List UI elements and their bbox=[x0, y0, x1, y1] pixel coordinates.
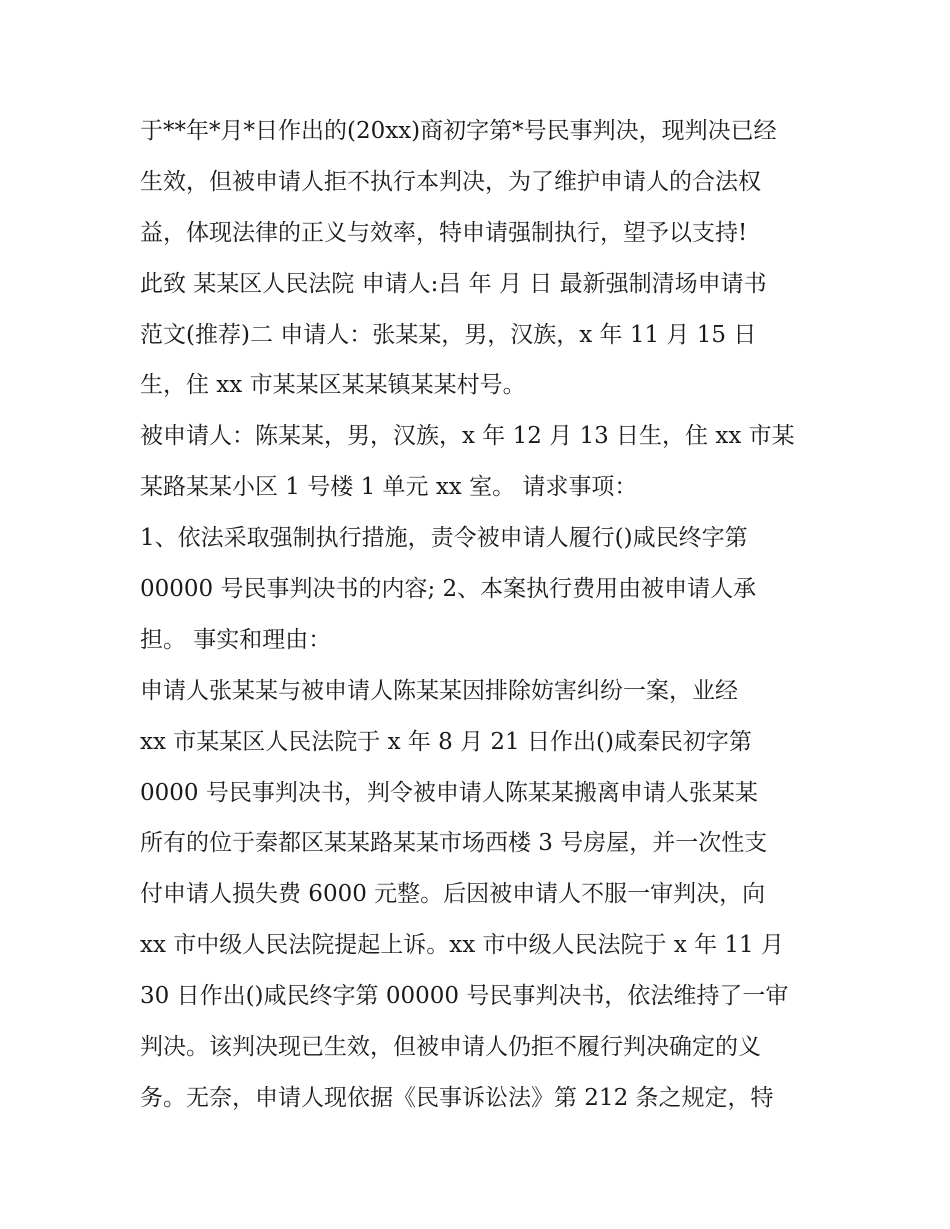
text-line: 申请人张某某与被申请人陈某某因排除妨害纠纷一案，业经 bbox=[140, 677, 738, 704]
text-line: 此致 某某区人民法院 申请人:吕 年 月 日 最新强制清场申请书 bbox=[140, 270, 767, 297]
text-line: 务。无奈，申请人现依据《民事诉讼法》第 212 条之规定，特 bbox=[140, 1084, 774, 1111]
text-line: 付申请人损失费 6000 元整。后因被申请人不服一审判决，向 bbox=[140, 881, 766, 908]
text-line: 00000 号民事判决书的内容; 2、本案执行费用由被申请人承 bbox=[140, 576, 757, 603]
text-line: 被申请人：陈某某，男，汉族，x 年 12 月 13 日生，住 xx 市某 bbox=[140, 423, 795, 450]
text-line: xx 市某某区人民法院于 x 年 8 月 21 日作出()咸秦民初字第 bbox=[140, 728, 752, 755]
text-line: 生，住 xx 市某某区某某镇某某村号。 bbox=[140, 372, 526, 399]
text-line: 益，体现法律的正义与效率，特申请强制执行，望予以支持! bbox=[140, 219, 748, 246]
text-line: 担。 事实和理由： bbox=[140, 626, 332, 653]
text-line: 1、依法采取强制执行措施，责令被申请人履行()咸民终字第 bbox=[140, 525, 748, 552]
document-body bbox=[140, 106, 820, 1124]
text-line: 所有的位于秦都区某某路某某市场西楼 3 号房屋，并一次性支 bbox=[140, 830, 768, 857]
text-line: 30 日作出()咸民终字第 00000 号民事判决书，依法维持了一审 bbox=[140, 983, 789, 1010]
text-line: 某路某某小区 1 号楼 1 单元 xx 室。 请求事项： bbox=[140, 474, 638, 501]
text-line: 0000 号民事判决书，判令被申请人陈某某搬离申请人张某某 bbox=[140, 779, 758, 806]
text-line: 于**年*月*日作出的(20xx)商初字第*号民事判决，现判决已经 bbox=[140, 118, 777, 144]
text-line: 生效，但被申请人拒不执行本判决，为了维护申请人的合法权 bbox=[140, 168, 761, 195]
text-line: 判决。该判决现已生效，但被申请人仍拒不履行判决确定的义 bbox=[140, 1034, 761, 1061]
text-line: xx 市中级人民法院提起上诉。xx 市中级人民法院于 x 年 11 月 bbox=[140, 932, 784, 959]
text-line: 范文(推荐)二 申请人：张某某，男，汉族，x 年 11 月 15 日 bbox=[140, 321, 757, 348]
